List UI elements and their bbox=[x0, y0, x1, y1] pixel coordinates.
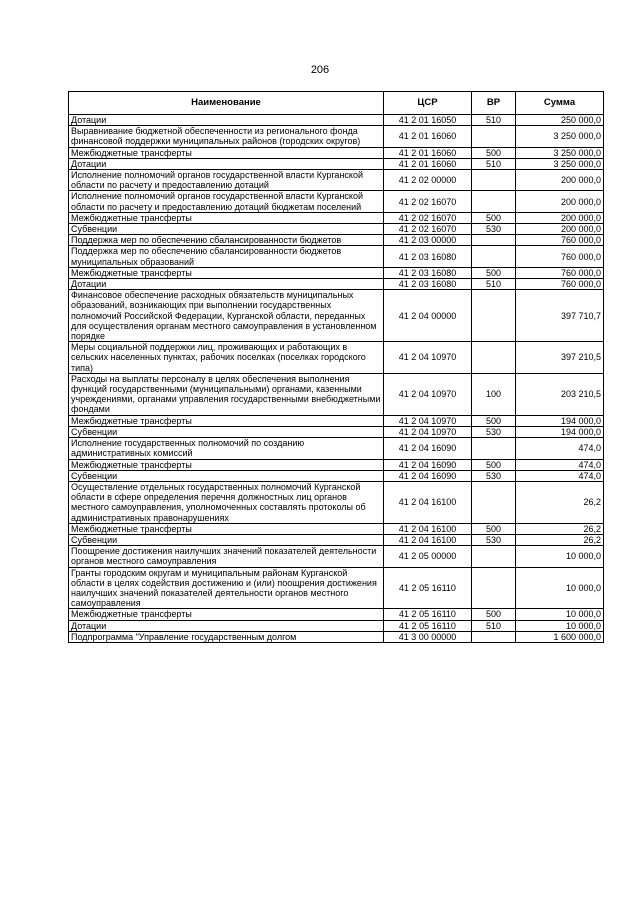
cell-csr: 41 2 04 16100 bbox=[384, 481, 472, 523]
cell-vr: 530 bbox=[472, 224, 516, 235]
cell-name: Гранты городским округам и муниципальным районам Курганской области в целях содействия достижению и (или) поощрения достижения наилучших значений показателей деятельности органов местного самоуправления bbox=[69, 567, 384, 609]
cell-csr: 41 2 04 16090 bbox=[384, 438, 472, 459]
cell-csr: 41 2 01 16050 bbox=[384, 115, 472, 126]
table-row bbox=[69, 126, 604, 147]
table-row bbox=[69, 290, 604, 342]
table-row bbox=[69, 147, 604, 158]
cell-vr: 500 bbox=[472, 267, 516, 278]
cell-sum: 10 000,0 bbox=[516, 546, 604, 567]
cell-sum: 194 000,0 bbox=[516, 415, 604, 426]
cell-csr: 41 2 01 16060 bbox=[384, 147, 472, 158]
cell-vr: 510 bbox=[472, 115, 516, 126]
cell-vr bbox=[472, 246, 516, 267]
cell-csr: 41 2 01 16060 bbox=[384, 126, 472, 147]
cell-name: Межбюджетные трансферты bbox=[69, 609, 384, 620]
cell-name: Осуществление отдельных государственных полномочий Курганской области в сфере определения перечня должностных лиц органов местного самоуправления, уполномоченных составлять протоколы об административных правонарушениях bbox=[69, 481, 384, 523]
cell-csr: 41 2 04 10970 bbox=[384, 426, 472, 437]
table-row bbox=[69, 224, 604, 235]
cell-vr bbox=[472, 546, 516, 567]
cell-sum: 3 250 000,0 bbox=[516, 147, 604, 158]
cell-sum: 26,2 bbox=[516, 481, 604, 523]
cell-name: Субвенции bbox=[69, 470, 384, 481]
cell-sum: 3 250 000,0 bbox=[516, 126, 604, 147]
cell-vr: 510 bbox=[472, 620, 516, 631]
cell-vr: 530 bbox=[472, 534, 516, 545]
table-row bbox=[69, 246, 604, 267]
cell-csr: 41 2 03 16080 bbox=[384, 279, 472, 290]
cell-csr: 41 2 03 00000 bbox=[384, 235, 472, 246]
table-row bbox=[69, 523, 604, 534]
cell-vr bbox=[472, 631, 516, 642]
cell-sum: 3 250 000,0 bbox=[516, 158, 604, 169]
cell-csr: 41 2 02 16070 bbox=[384, 212, 472, 223]
cell-vr bbox=[472, 481, 516, 523]
header-sum: Сумма bbox=[516, 92, 604, 115]
header-vr: ВР bbox=[472, 92, 516, 115]
cell-csr: 41 2 04 10970 bbox=[384, 373, 472, 415]
cell-name: Финансовое обеспечение расходных обязательств муниципальных образований, возникающих при выполнении государственных полномочий Российской Федерации, Курганской области, переданных для осуществления органам местного самоуправления в установленном порядке bbox=[69, 290, 384, 342]
cell-name: Исполнение полномочий органов государственной власти Курганской области по расчету и предоставлению дотаций bbox=[69, 170, 384, 191]
table-row bbox=[69, 342, 604, 374]
cell-vr bbox=[472, 438, 516, 459]
budget-table bbox=[68, 91, 604, 643]
cell-sum: 760 000,0 bbox=[516, 267, 604, 278]
cell-vr: 530 bbox=[472, 470, 516, 481]
cell-sum: 200 000,0 bbox=[516, 170, 604, 191]
cell-name: Дотации bbox=[69, 115, 384, 126]
table-row bbox=[69, 191, 604, 212]
cell-csr: 41 2 03 16080 bbox=[384, 246, 472, 267]
cell-csr: 41 2 05 00000 bbox=[384, 546, 472, 567]
cell-vr: 500 bbox=[472, 523, 516, 534]
cell-name: Межбюджетные трансферты bbox=[69, 147, 384, 158]
cell-name: Расходы на выплаты персоналу в целях обеспечения выполнения функций государственными (муниципальными) органами, казенными учреждениями, органами управления государственными внебюджетными фондами bbox=[69, 373, 384, 415]
table-row bbox=[69, 438, 604, 459]
cell-sum: 760 000,0 bbox=[516, 235, 604, 246]
cell-csr: 41 2 04 16090 bbox=[384, 459, 472, 470]
page-number: 206 bbox=[310, 64, 330, 76]
table-row bbox=[69, 534, 604, 545]
cell-sum: 200 000,0 bbox=[516, 212, 604, 223]
header-csr: ЦСР bbox=[384, 92, 472, 115]
cell-vr: 510 bbox=[472, 279, 516, 290]
cell-name: Поощрение достижения наилучших значений показателей деятельности органов местного самоуправления bbox=[69, 546, 384, 567]
cell-name: Исполнение государственных полномочий по созданию административных комиссий bbox=[69, 438, 384, 459]
cell-vr: 530 bbox=[472, 426, 516, 437]
cell-vr: 500 bbox=[472, 147, 516, 158]
table-row bbox=[69, 481, 604, 523]
cell-name: Межбюджетные трансферты bbox=[69, 212, 384, 223]
cell-name: Исполнение полномочий органов государственной власти Курганской области по расчету и предоставлению дотаций бюджетам поселений bbox=[69, 191, 384, 212]
cell-name: Субвенции bbox=[69, 224, 384, 235]
cell-sum: 203 210,5 bbox=[516, 373, 604, 415]
cell-sum: 26,2 bbox=[516, 523, 604, 534]
cell-vr bbox=[472, 290, 516, 342]
cell-name: Подпрограмма "Управление государственным долгом bbox=[69, 631, 384, 642]
cell-name: Межбюджетные трансферты bbox=[69, 523, 384, 534]
cell-name: Поддержка мер по обеспечению сбалансированности бюджетов bbox=[69, 235, 384, 246]
cell-sum: 10 000,0 bbox=[516, 567, 604, 609]
cell-sum: 26,2 bbox=[516, 534, 604, 545]
table-row bbox=[69, 170, 604, 191]
cell-sum: 1 600 000,0 bbox=[516, 631, 604, 642]
table-row bbox=[69, 609, 604, 620]
cell-vr: 500 bbox=[472, 415, 516, 426]
cell-csr: 41 2 05 16110 bbox=[384, 620, 472, 631]
table-row bbox=[69, 459, 604, 470]
cell-sum: 10 000,0 bbox=[516, 609, 604, 620]
cell-sum: 474,0 bbox=[516, 438, 604, 459]
cell-csr: 41 2 05 16110 bbox=[384, 609, 472, 620]
cell-csr: 41 2 02 16070 bbox=[384, 191, 472, 212]
cell-sum: 194 000,0 bbox=[516, 426, 604, 437]
cell-csr: 41 2 04 16090 bbox=[384, 470, 472, 481]
table-row bbox=[69, 267, 604, 278]
cell-csr: 41 3 00 00000 bbox=[384, 631, 472, 642]
cell-vr: 500 bbox=[472, 212, 516, 223]
header-name: Наименование bbox=[69, 92, 384, 115]
cell-sum: 760 000,0 bbox=[516, 246, 604, 267]
cell-name: Дотации bbox=[69, 279, 384, 290]
cell-name: Межбюджетные трансферты bbox=[69, 459, 384, 470]
cell-csr: 41 2 02 16070 bbox=[384, 224, 472, 235]
cell-sum: 397 210,5 bbox=[516, 342, 604, 374]
table-body bbox=[69, 115, 604, 643]
table-row bbox=[69, 158, 604, 169]
cell-vr: 500 bbox=[472, 459, 516, 470]
cell-name: Меры социальной поддержки лиц, проживающих и работающих в сельских населенных пунктах, рабочих поселках (поселках городского типа) bbox=[69, 342, 384, 374]
cell-vr bbox=[472, 191, 516, 212]
table-row bbox=[69, 567, 604, 609]
cell-name: Субвенции bbox=[69, 426, 384, 437]
table-row bbox=[69, 631, 604, 642]
cell-sum: 397 710,7 bbox=[516, 290, 604, 342]
cell-vr bbox=[472, 567, 516, 609]
cell-csr: 41 2 03 16080 bbox=[384, 267, 472, 278]
table-header-row bbox=[69, 92, 604, 115]
cell-csr: 41 2 04 16100 bbox=[384, 523, 472, 534]
cell-vr bbox=[472, 342, 516, 374]
cell-csr: 41 2 04 10970 bbox=[384, 415, 472, 426]
cell-name: Межбюджетные трансферты bbox=[69, 267, 384, 278]
cell-vr: 100 bbox=[472, 373, 516, 415]
table-row bbox=[69, 415, 604, 426]
cell-vr: 500 bbox=[472, 609, 516, 620]
cell-vr bbox=[472, 170, 516, 191]
cell-csr: 41 2 02 00000 bbox=[384, 170, 472, 191]
cell-csr: 41 2 01 16060 bbox=[384, 158, 472, 169]
cell-csr: 41 2 04 10970 bbox=[384, 342, 472, 374]
cell-sum: 474,0 bbox=[516, 459, 604, 470]
cell-csr: 41 2 04 00000 bbox=[384, 290, 472, 342]
cell-sum: 760 000,0 bbox=[516, 279, 604, 290]
table-row bbox=[69, 546, 604, 567]
table-row bbox=[69, 373, 604, 415]
table-row bbox=[69, 212, 604, 223]
table-row bbox=[69, 470, 604, 481]
cell-name: Межбюджетные трансферты bbox=[69, 415, 384, 426]
cell-name: Выравнивание бюджетной обеспеченности из регионального фонда финансовой поддержки муниципальных районов (городских округов) bbox=[69, 126, 384, 147]
table-row bbox=[69, 115, 604, 126]
cell-vr: 510 bbox=[472, 158, 516, 169]
cell-name: Поддержка мер по обеспечению сбалансированности бюджетов муниципальных образований bbox=[69, 246, 384, 267]
cell-csr: 41 2 05 16110 bbox=[384, 567, 472, 609]
cell-name: Дотации bbox=[69, 620, 384, 631]
cell-sum: 250 000,0 bbox=[516, 115, 604, 126]
cell-sum: 200 000,0 bbox=[516, 224, 604, 235]
cell-sum: 200 000,0 bbox=[516, 191, 604, 212]
cell-name: Субвенции bbox=[69, 534, 384, 545]
cell-vr bbox=[472, 235, 516, 246]
table-row bbox=[69, 279, 604, 290]
cell-name: Дотации bbox=[69, 158, 384, 169]
table-row bbox=[69, 426, 604, 437]
cell-sum: 10 000,0 bbox=[516, 620, 604, 631]
cell-sum: 474,0 bbox=[516, 470, 604, 481]
table-row bbox=[69, 620, 604, 631]
cell-vr bbox=[472, 126, 516, 147]
cell-csr: 41 2 04 16100 bbox=[384, 534, 472, 545]
table-row bbox=[69, 235, 604, 246]
